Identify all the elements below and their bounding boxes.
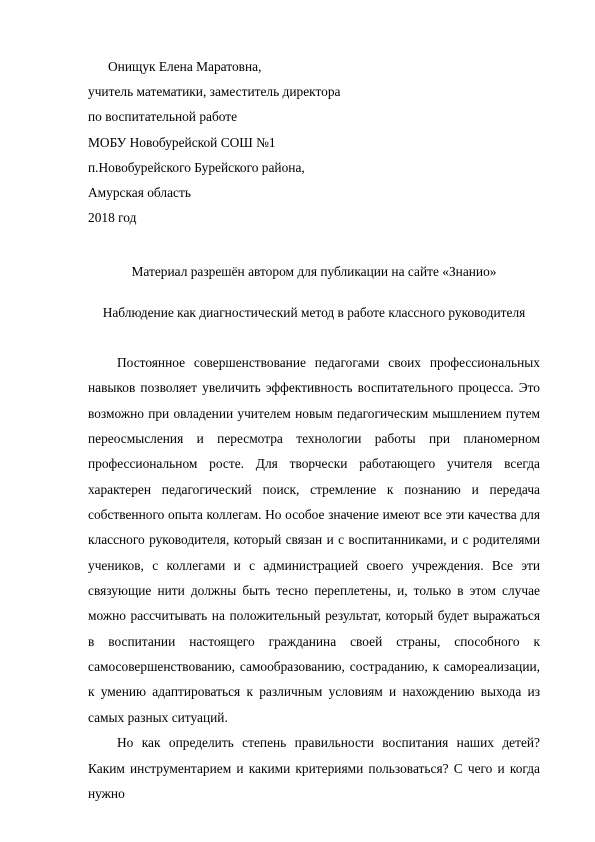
author-settlement: п.Новобурейского Бурейского района,: [88, 159, 305, 175]
author-block: [88, 54, 528, 230]
paragraph-1: Постоянное совершенствование педагогами своих профессиональных навыков позволяет увеличить эффективность воспитательного процесса. Это возможно при овладении учителем новым педагогическим мышлением путем переосмысления и пересмотра технологии работы при планомерном профессиональном росте. Для творчески работающего учителя всегда характерен педагогический поиск, стремление к познанию и передача собственного опыта коллегам. Но особое значение имеют все эти качества для классного руководителя, который связан и с воспитанниками, и с родителями учеников, с коллегами и с администрацией своего учреждения. Все эти связующие нити должны быть тесно переплетены, и, только в этом случае можно рассчитывать на положительный результат, который будет выражаться в воспитании настоящего гражданина своей страны, способного к самосовершенствованию, самообразованию, состраданию, к самореализации, к умению адаптироваться к различным условиям и нахождению выхода из самых разных ситуаций.: [88, 355, 540, 725]
author-position: учитель математики, заместитель директора: [88, 84, 341, 100]
paragraph-2: Но как определить степень правильности воспитания наших детей? Каким инструментарием и какими критериями пользоваться? С чего и когда нужно: [88, 735, 540, 801]
publication-notice: Материал разрешён автором для публикации на сайте «Знанио»: [131, 264, 497, 279]
author-position-detail: по воспитательной работе: [88, 109, 238, 125]
author-region: Амурская область: [88, 185, 191, 201]
author-year: 2018 год: [88, 210, 137, 226]
author-name: Онищук Елена Маратовна,: [108, 59, 262, 74]
body-text: [88, 350, 540, 806]
document-title: Наблюдение как диагностический метод в работе классного руководителя: [102, 305, 526, 320]
author-school: МОБУ Новобурейской СОШ №1: [88, 134, 276, 150]
